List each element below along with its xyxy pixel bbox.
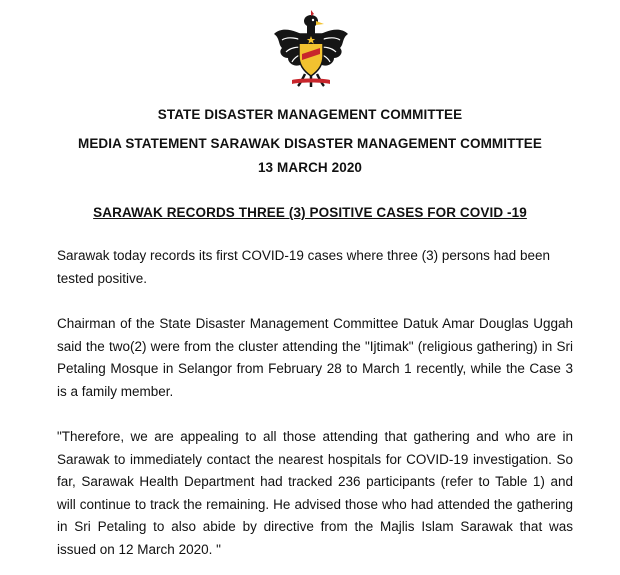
sarawak-coat-of-arms-icon: [272, 8, 350, 88]
body-paragraph-3: "Therefore, we are appealing to all those attending that gathering and who are in Sarawak to immediately contact the nearest hospitals for COVID-19 investigation. So far, Sarawak Health Department had tracked 236 participants (refer to Table 1) and will continue to track the remaining. He advised those who had attended the gathering in Sri Petaling to also abide by directive from the Majlis Islam Sarawak that was issued on 12 March 2020. ": [57, 429, 573, 557]
statement-title: SARAWAK RECORDS THREE (3) POSITIVE CASES FOR COVID -19: [93, 205, 527, 220]
committee-name-heading: STATE DISASTER MANAGEMENT COMMITTEE: [157, 107, 463, 122]
body-paragraph-1: Sarawak today records its first COVID-19 cases where three (3) persons had been tested positive.: [57, 248, 550, 286]
media-statement-heading: MEDIA STATEMENT SARAWAK DISASTER MANAGEMENT COMMITTEE: [77, 136, 543, 151]
statement-date: 13 MARCH 2020: [257, 160, 363, 175]
body-paragraph-2: Chairman of the State Disaster Management Committee Datuk Amar Douglas Uggah said the two(2) were from the cluster attending the "Ijtimak" (religious gathering) in Sri Petaling Mosque in Selangor from February 28 to March 1 recently, while the Case 3 is a family member.: [57, 316, 573, 399]
